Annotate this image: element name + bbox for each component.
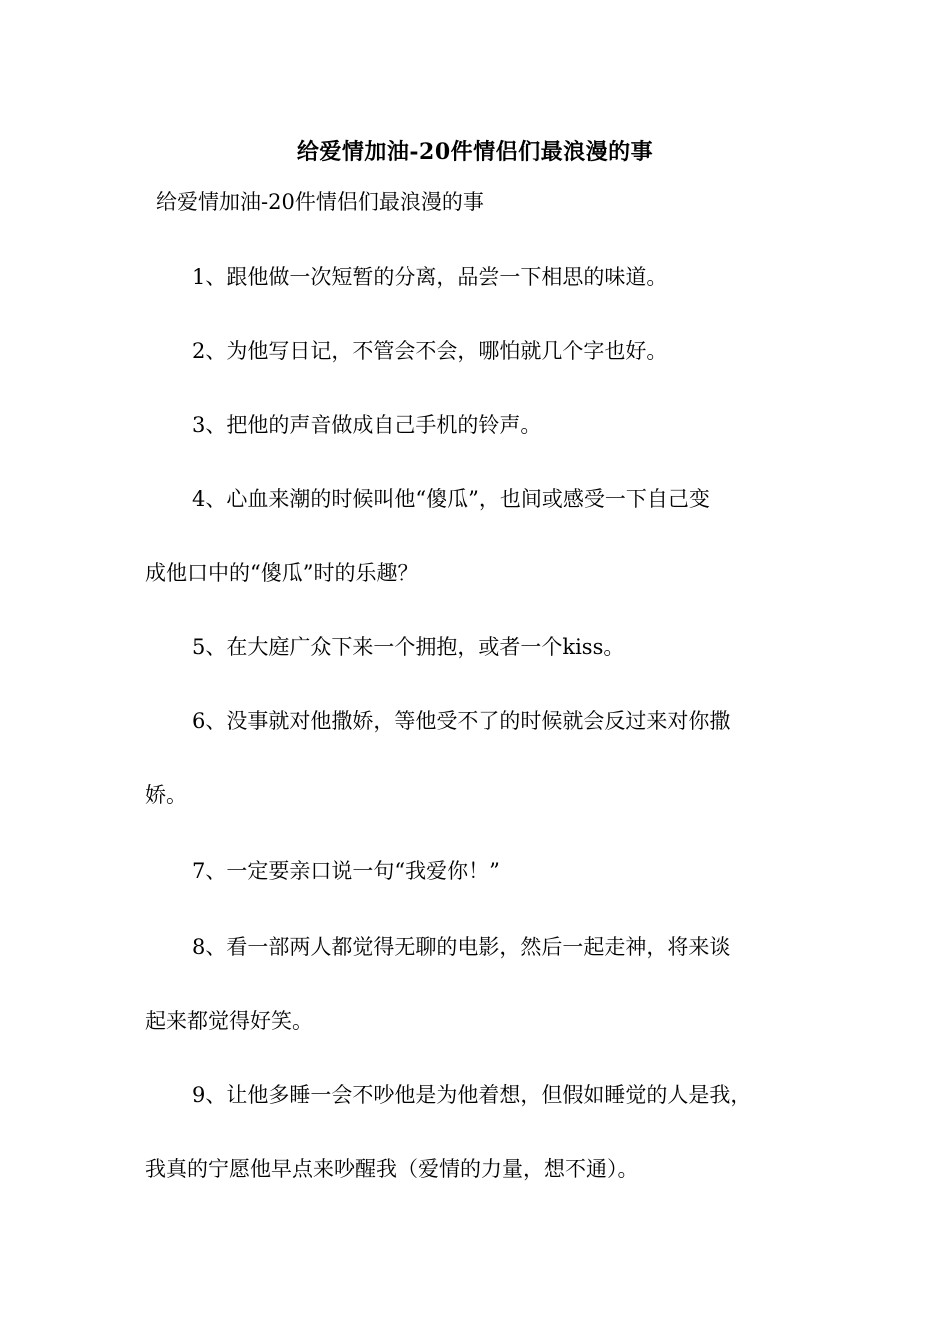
list-item xyxy=(145,462,825,610)
item-line: 5、在大庭广众下来一个拥抱，或者一个kiss。 xyxy=(192,635,625,659)
item-line: 成他口中的“傻瓜”时的乐趣？ xyxy=(145,561,419,585)
item-line: 4、心血来潮的时候叫他“傻瓜”，也间或感受一下自己变 xyxy=(192,487,710,511)
list-item xyxy=(145,610,825,684)
item-line: 1、跟他做一次短暂的分离，品尝一下相思的味道。 xyxy=(192,265,668,289)
document-subtitle: 给爱情加油-20件情侣们最浪漫的事 xyxy=(156,190,484,214)
list-item xyxy=(145,910,825,1058)
item-line: 2、为他写日记，不管会不会，哪怕就几个字也好。 xyxy=(192,339,668,363)
list-item xyxy=(145,684,825,832)
item-line: 娇。 xyxy=(145,783,187,807)
item-line: 我真的宁愿他早点来吵醒我（爱情的力量，想不通）。 xyxy=(145,1157,639,1181)
item-line: 9、让他多睡一会不吵他是为他着想，但假如睡觉的人是我， xyxy=(192,1083,752,1107)
item-line: 8、看一部两人都觉得无聊的电影，然后一起走神，将来谈 xyxy=(192,935,731,959)
item-line: 7、一定要亲口说一句“我爱你！” xyxy=(192,859,500,883)
list-item xyxy=(145,314,825,388)
list-item xyxy=(145,834,825,908)
list-item xyxy=(145,240,825,314)
item-line: 3、把他的声音做成自己手机的铃声。 xyxy=(192,413,542,437)
item-line: 起来都觉得好笑。 xyxy=(145,1009,313,1033)
item-line: 6、没事就对他撒娇，等他受不了的时候就会反过来对你撒 xyxy=(192,709,731,733)
list-item xyxy=(145,1058,825,1206)
list-item xyxy=(145,388,825,462)
document-title: 给爱情加油-20件情侣们最浪漫的事 xyxy=(296,139,654,165)
